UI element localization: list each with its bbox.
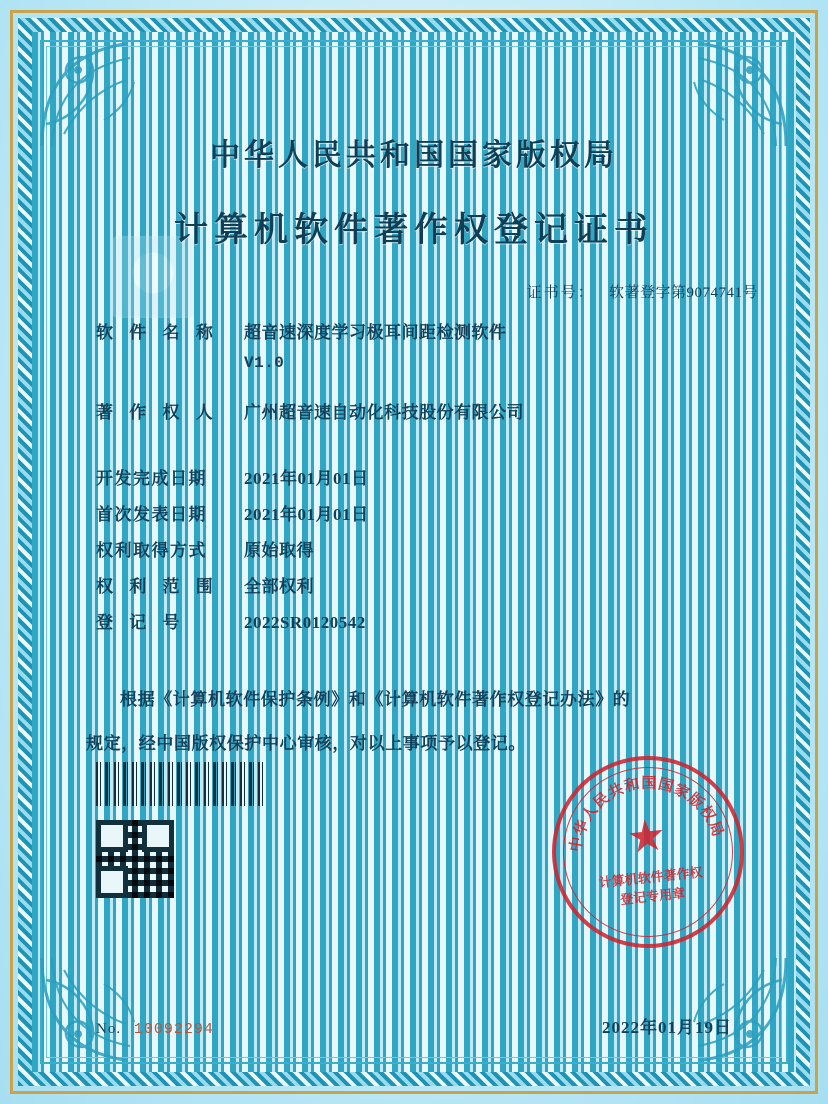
seal-line-2: 登记专用章 [619, 885, 686, 908]
fields-list [60, 318, 768, 638]
serial-number-label: No. [96, 1021, 122, 1037]
statement-line-1: 根据《计算机软件保护条例》和《计算机软件著作权登记办法》的 [120, 690, 631, 709]
field-software-name [96, 318, 768, 378]
spacer [96, 434, 768, 464]
seal-line-1: 计算机软件著作权 [598, 864, 704, 891]
field-label: 著 作 权 人 [96, 403, 219, 422]
field-value-text: 超音速深度学习极耳间距检测软件 [244, 323, 507, 342]
qr-code-icon [96, 820, 174, 898]
codes-group [96, 762, 266, 898]
certificate-number-row [60, 281, 768, 302]
certificate-title: 计算机软件著作权登记证书 [174, 212, 654, 249]
seal-arc-text: 中华人民共和国国家版权局 [567, 774, 727, 854]
field-label: 软 件 名 称 [96, 323, 219, 342]
serial-number-value: 10092294 [133, 1021, 214, 1038]
field-copyright-owner [96, 398, 768, 428]
certificate-number-value: 软著登字第9074741号 [608, 285, 758, 301]
field-value: 2021年01月01日 [244, 505, 369, 524]
field-label: 权利取得方式 [96, 541, 207, 560]
statement-line-2: 规定，经中国版权保护中心审核，对以上事项予以登记。 [86, 734, 526, 753]
field-value: 2021年01月01日 [244, 469, 369, 488]
field-registration-number [96, 608, 768, 638]
serial-number [96, 1021, 214, 1038]
field-value-version: V1.0 [244, 354, 285, 372]
field-value: 原始取得 [244, 541, 314, 560]
field-label: 开发完成日期 [96, 469, 207, 488]
field-value: 全部权利 [244, 577, 314, 596]
qr-finder-icon [96, 866, 128, 898]
spacer [96, 384, 768, 398]
field-value: 2022SR0120542 [244, 613, 366, 632]
field-label: 首次发表日期 [96, 505, 207, 524]
certificate-number-label: 证书号： [526, 285, 595, 301]
barcode-icon [96, 762, 266, 806]
field-label: 登 记 号 [96, 613, 186, 632]
field-label: 权 利 范 围 [96, 577, 219, 596]
seal-star-icon: ★ [624, 810, 669, 864]
issue-date: 2022年01月19日 [602, 1018, 732, 1037]
field-development-date [96, 464, 768, 494]
field-value [244, 318, 768, 378]
field-first-publish-date [96, 500, 768, 530]
field-rights-acquisition [96, 536, 768, 566]
legal-statement [60, 678, 768, 766]
issuing-authority-title: 中华人民共和国国家版权局 [210, 139, 618, 172]
field-rights-scope [96, 572, 768, 602]
official-seal [542, 746, 753, 957]
field-value: 广州超音速自动化科技股份有限公司 [244, 403, 524, 422]
